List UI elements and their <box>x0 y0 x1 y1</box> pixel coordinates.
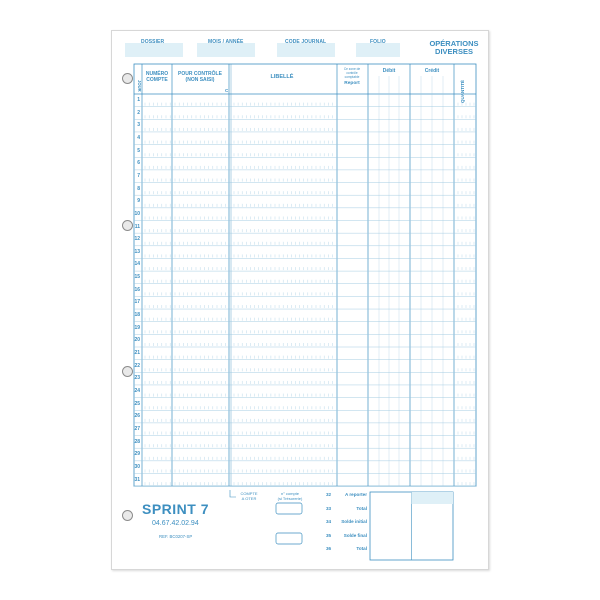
row-number: 3 <box>137 122 140 129</box>
footer-line-label: Solde initial <box>341 519 367 524</box>
ctrl-header-line3: comptable <box>344 75 360 79</box>
row-number: 16 <box>134 286 140 293</box>
compte-box-2[interactable] <box>276 533 302 544</box>
grid-lines <box>134 64 476 486</box>
form-title-line2: DIVERSES <box>435 47 473 56</box>
row-number: 28 <box>134 438 140 445</box>
row-number: 27 <box>134 425 140 432</box>
compte-arrow <box>230 490 236 497</box>
compte-a-oter-label <box>237 492 261 501</box>
row-number: 11 <box>134 223 140 230</box>
brand-ref: REF. BC0207-SP <box>159 534 193 539</box>
row-number: 19 <box>134 324 140 331</box>
footer-line-number: 32 <box>326 492 332 497</box>
compte-box-1[interactable] <box>276 503 302 514</box>
footer-line-label: A reporter <box>344 492 367 497</box>
dossier-label: DOSSIER <box>141 39 165 45</box>
row-number: 12 <box>134 236 140 243</box>
row-number: 23 <box>134 375 140 382</box>
quantite-header: QUANTITÉ <box>460 80 465 103</box>
row-number: 17 <box>134 299 140 306</box>
libelle-header: LIBELLÉ <box>270 74 294 80</box>
row-number: 1 <box>137 97 140 103</box>
footer-line-label: Solde final <box>343 532 367 538</box>
row-number: 10 <box>134 210 140 217</box>
brand-name: SPRINT 7 <box>142 501 210 517</box>
row-number: 18 <box>134 312 140 319</box>
row-number: 9 <box>137 198 140 205</box>
row-number: 22 <box>134 362 140 369</box>
row-number: 21 <box>134 350 140 356</box>
n-compte-line2: (si Trésorerie) <box>277 495 303 501</box>
row-number: 6 <box>137 160 140 167</box>
row-number: 5 <box>137 147 140 154</box>
mois-annee-label: MOIS / ANNÉE <box>208 39 244 45</box>
row-number: 24 <box>134 387 140 394</box>
row-number: 30 <box>134 463 140 470</box>
row-number: 4 <box>137 134 140 141</box>
code-journal-label: CODE JOURNAL <box>285 39 327 45</box>
footer-line-number: 35 <box>326 532 332 538</box>
row-number: 25 <box>134 400 140 407</box>
row-number: 20 <box>134 337 140 344</box>
row-number: 7 <box>137 172 140 179</box>
n-compte-line1: n° compte <box>280 491 300 496</box>
c-marker: C <box>225 88 229 93</box>
tick-marks <box>145 103 474 486</box>
ctrl-header-line2: contrôle <box>346 71 358 75</box>
footer-line-number: 36 <box>326 546 332 551</box>
numero-header-line2: COMPTE <box>146 77 168 83</box>
jour-header: JOUR <box>137 80 142 92</box>
ctrl-header-line1: Ce zone de <box>343 67 361 71</box>
controle-header-line1: POUR CONTRÔLE <box>178 71 222 77</box>
row-number: 29 <box>134 451 140 458</box>
row-number: 8 <box>137 185 140 192</box>
footer-line-number: 33 <box>326 505 332 511</box>
row-number: 31 <box>134 476 140 483</box>
total-shaded-cell <box>412 492 454 504</box>
controle-header-line2: (NON SAISI) <box>185 77 215 83</box>
compte-a-oter-line1: COMPTE <box>240 491 258 496</box>
report-header: Report <box>344 81 360 86</box>
credit-header: Crédit <box>424 68 440 74</box>
numero-header-line1: NUMÉRO <box>145 71 169 77</box>
n-compte-label <box>275 492 305 501</box>
folio-label: FOLIO <box>370 39 386 45</box>
row-number: 14 <box>134 261 140 268</box>
footer-line-label: Total <box>356 546 367 551</box>
debit-header: Débit <box>382 68 396 74</box>
row-number: 26 <box>134 413 140 420</box>
brand-phone: 04.67.42.02.94 <box>152 520 199 527</box>
footer-line-number: 34 <box>326 519 332 524</box>
form-title-line1: OPÉRATIONS <box>429 39 479 48</box>
row-number: 15 <box>134 274 140 281</box>
footer-line-label: Total <box>356 505 367 511</box>
compte-a-oter-line2: A OTER <box>241 495 257 501</box>
row-number: 13 <box>134 248 140 255</box>
row-number: 2 <box>137 109 140 116</box>
